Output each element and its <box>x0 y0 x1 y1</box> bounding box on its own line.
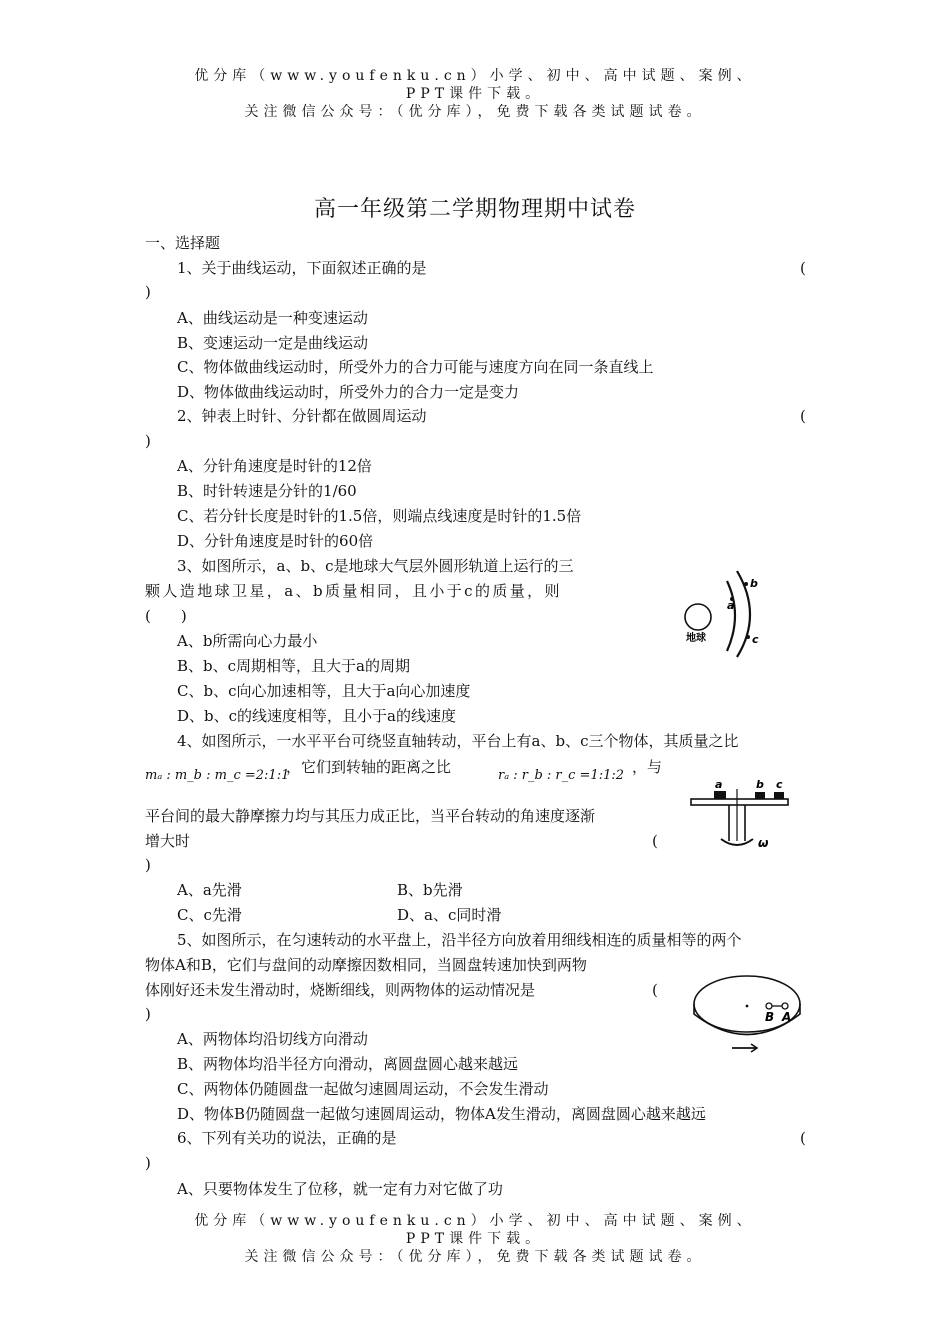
orbit-bc <box>737 571 750 657</box>
q4-stem-line-5: 增大时 <box>145 832 191 850</box>
q5-stem-line-1: 5、如图所示，在匀速转动的水平盘上，沿半径方向放着用细线相连的质量相等的两个 <box>177 931 742 949</box>
header-line-3: 关注微信公众号：（优分库），免费下载各类试题试卷。 <box>244 104 706 120</box>
footer-line-1: 优分库（www.youfenku.cn）小学、初中、高中试题、案例、 <box>194 1213 756 1229</box>
q3-stem-line-1: 3、如图所示，a、b、c是地球大气层外圆形轨道上运行的三 <box>177 557 574 575</box>
q5-option-b: B、两物体均沿半径方向滑动，离圆盘圆心越来越远 <box>177 1055 519 1073</box>
q1-stem: 1、关于曲线运动，下面叙述正确的是 <box>177 259 427 277</box>
q2-option-a: A、分针角速度是时针的12倍 <box>177 457 372 475</box>
q2-option-c: C、若分针长度是时针的1.5倍，则端点线速度是时针的1.5倍 <box>177 507 582 525</box>
q4-option-b: B、b先滑 <box>397 881 463 899</box>
q4-option-a: A、a先滑 <box>177 881 242 899</box>
header-line-2: PPT课件下载。 <box>405 86 545 102</box>
label-A: A <box>782 1010 792 1024</box>
q3-orbit-figure <box>675 565 785 660</box>
q4-paren-open: ( <box>652 832 658 850</box>
satellite-b <box>744 582 748 586</box>
q6-paren-open: ( <box>800 1129 806 1147</box>
block-c <box>774 792 784 799</box>
block-a <box>714 791 726 799</box>
section-heading: 一、选择题 <box>145 234 221 252</box>
q3-option-a: A、b所需向心力最小 <box>177 632 318 650</box>
q2-option-d: D、分针角速度是时针的60倍 <box>177 532 374 550</box>
label-b: b <box>756 778 764 791</box>
footer-line-2: PPT课件下载。 <box>405 1231 545 1247</box>
q4-paren-close: ) <box>145 856 151 874</box>
q1-paren-open: ( <box>800 259 806 277</box>
label-c: c <box>776 778 783 791</box>
q1-option-c: C、物体做曲线运动时，所受外力的合力可能与速度方向在同一条直线上 <box>177 358 654 376</box>
page-title: 高一年级第二学期物理期中试卷 <box>313 197 636 222</box>
q3-option-d: D、b、c的线速度相等，且小于a的线速度 <box>177 707 456 725</box>
q3-option-c: C、b、c向心加速相等，且大于a向心加速度 <box>177 682 471 700</box>
q4-option-d: D、a、c同时滑 <box>397 906 502 924</box>
label-b: b <box>750 577 758 590</box>
q4-turntable-figure <box>688 775 798 855</box>
q4-stem-line-1: 4、如图所示，一水平平台可绕竖直轴转动，平台上有a、b、c三个物体，其质量之比 <box>177 732 739 750</box>
label-omega: ω <box>758 836 769 850</box>
block-b <box>755 792 765 799</box>
orbit-a <box>727 581 735 651</box>
q3-stem-line-2: 颗人造地球卫星，a、b质量相同，且小于c的质量，则 <box>145 582 562 600</box>
q5-stem-line-3: 体刚好还未发生滑动时，烧断细线，则两物体的运动情况是 <box>145 981 536 999</box>
platform <box>691 799 788 805</box>
q6-paren-close: ) <box>145 1154 151 1172</box>
q2-option-b: B、时针转速是分针的1/60 <box>177 482 357 500</box>
q6-stem: 6、下列有关功的说法，正确的是 <box>177 1129 397 1147</box>
q2-paren-open: ( <box>800 407 806 425</box>
q1-option-a: A、曲线运动是一种变速运动 <box>177 309 368 327</box>
q6-option-a: A、只要物体发生了位移，就一定有力对它做了功 <box>177 1180 503 1198</box>
disk-center <box>746 1005 749 1008</box>
q5-option-c: C、两物体仍随圆盘一起做匀速圆周运动，不会发生滑动 <box>177 1080 549 1098</box>
q1-option-b: B、变速运动一定是曲线运动 <box>177 334 369 352</box>
earth-label: 地球 <box>686 633 706 644</box>
earth-circle <box>685 604 711 630</box>
q5-option-a: A、两物体均沿切线方向滑动 <box>177 1030 368 1048</box>
header-line-1: 优分库（www.youfenku.cn）小学、初中、高中试题、案例、 <box>194 68 756 84</box>
object-a <box>782 1003 788 1009</box>
q1-paren-close: ) <box>145 283 151 301</box>
q3-stem-line-3: ( ) <box>145 607 187 625</box>
q5-paren-open: ( <box>652 981 658 999</box>
q4-stem-line-4: 平台间的最大静摩擦力均与其压力成正比，当平台转动的角速度逐渐 <box>145 807 596 825</box>
q2-stem: 2、钟表上时针、分针都在做圆周运动 <box>177 407 427 425</box>
q4-stem-line-2: ，它们到转轴的距离之比 <box>286 758 452 776</box>
q5-paren-close: ) <box>145 1005 151 1023</box>
object-b <box>766 1003 772 1009</box>
satellite-c <box>746 635 750 639</box>
q5-disk-figure <box>690 960 805 1055</box>
q1-option-d: D、物体做曲线运动时，所受外力的合力一定是变力 <box>177 383 520 401</box>
q4-option-c: C、c先滑 <box>177 906 242 924</box>
footer-line-3: 关注微信公众号：（优分库），免费下载各类试题试卷。 <box>244 1249 706 1265</box>
q5-option-d: D、物体B仍随圆盘一起做匀速圆周运动，物体A发生滑动，离圆盘圆心越来越远 <box>177 1105 706 1123</box>
q4-mass-ratio: mₐ : m_b : m_c =2:1:1 <box>145 768 290 783</box>
label-B: B <box>765 1010 775 1024</box>
label-c: c <box>752 633 759 646</box>
q2-paren-close: ) <box>145 432 151 450</box>
label-a: a <box>715 778 723 791</box>
q3-option-b: B、b、c周期相等，且大于a的周期 <box>177 657 410 675</box>
q5-stem-line-2: 物体A和B，它们与盘间的动摩擦因数相同，当圆盘转速加快到两物 <box>145 956 587 974</box>
q4-distance-ratio: rₐ : r_b : r_c =1:1:2 <box>498 768 625 783</box>
q4-stem-line-3: ，与 <box>632 758 663 776</box>
label-a: a <box>727 599 735 612</box>
